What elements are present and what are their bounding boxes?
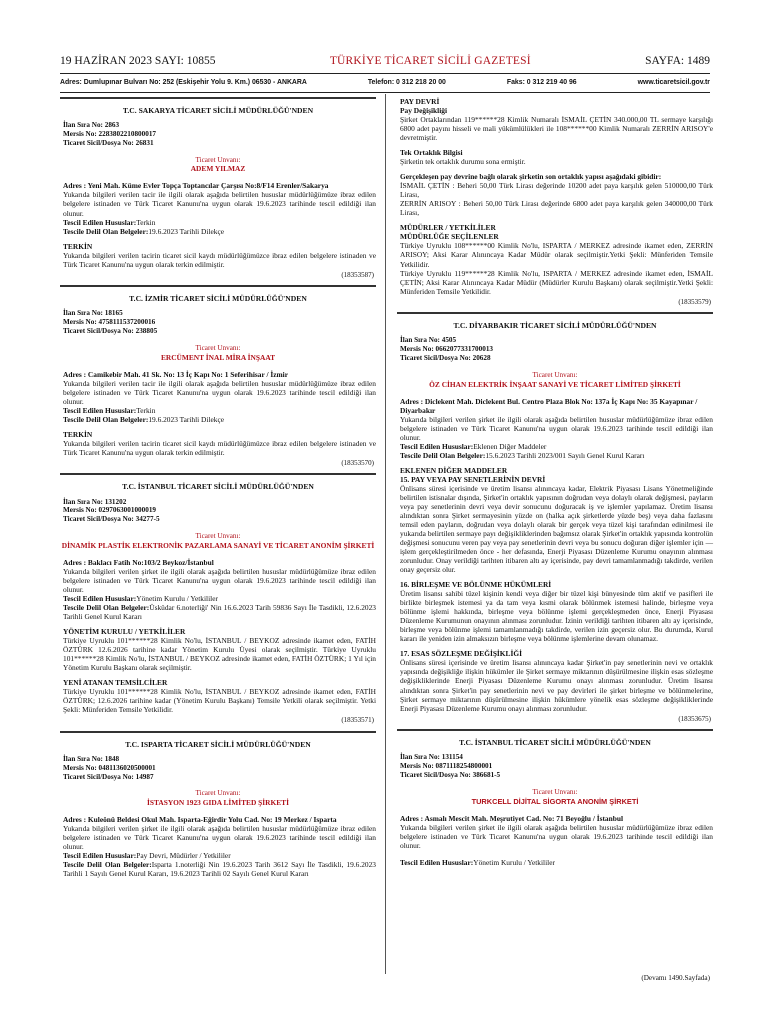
trade-name: ÖZ CİHAN ELEKTRİK İNŞAAT SANAYİ VE TİCARET LİMİTED ŞİRKETİ	[429, 379, 681, 389]
registered-matters	[63, 406, 376, 415]
registered-matters-value: Pay Devri, Müdürler / Yetkililer	[136, 851, 231, 861]
trade-name-label: Ticaret Unvanı:	[195, 789, 241, 798]
section-heading: TERKİN	[63, 241, 93, 251]
section-text: Şirket Ortaklarından 119******28 Kimlik Numaralı İSMAİL ÇETİN 340.000,00 TL sermaye karşılığı 6800 adet payını hisseli ve mali yükümlülükleri ile 108******00 Kimlik Numaralı ZERRİN ARISOY'e devretmiştir.	[400, 115, 713, 143]
evidence-label: Tescile Delil Olan Belgeler:	[63, 860, 152, 870]
registered-matters	[400, 442, 713, 451]
section-heading: Tek Ortaklık Bilgisi	[400, 148, 463, 158]
page-header	[60, 52, 710, 70]
court-title: T.C. DİYARBAKIR TİCARET SİCİLİ MÜDÜRLÜĞÜ'NDEN	[453, 321, 657, 331]
notice-divider	[60, 285, 376, 289]
notice-reference: (18353587)	[341, 270, 374, 279]
company-address: Adres : Kuleönü Beldesi Okul Mah. Isparta-Eğirdir Yolu Cad. No: 19 Merkez / Isparta	[63, 815, 337, 825]
registered-matters	[400, 858, 713, 867]
registry-number: Ticaret Sicil/Dosya No: 14987	[63, 772, 154, 781]
registry-number: Ticaret Sicil/Dosya No: 20628	[400, 353, 491, 362]
gazette-page	[60, 52, 713, 992]
ilan-number: İlan Sıra No: 2863	[63, 121, 120, 130]
registry-number: Ticaret Sicil/Dosya No: 386681-5	[400, 770, 501, 779]
section-subheading: 15. PAY VEYA PAY SENETLERİNİN DEVRİ	[400, 474, 546, 484]
section-heading: YENİ ATANAN TEMSİLCİLER	[63, 678, 168, 688]
registered-matters-label: Tescil Edilen Hususlar:	[400, 441, 474, 451]
notice-text: Yukarıda bilgileri verilen şirket ile ilgili olarak aşağıda belirtilen hususlar müdürlüğümüze ibraz edilen belgelere istinaden ve Türk Ticaret Kanunu'na uygun olarak 19.6.2023 tarihinde tescil edildiği ilan olunur.	[400, 822, 713, 850]
registered-matters-label: Tescil Edilen Hususlar:	[63, 851, 137, 861]
section-heading: YÖNETİM KURULU / YETKİLİLER	[63, 627, 186, 637]
registered-matters-label: Tescil Edilen Hususlar:	[400, 857, 474, 867]
registered-matters-label: Tescil Edilen Hususlar:	[63, 593, 137, 603]
notice-istanbul-dinamik	[60, 473, 376, 724]
gazette-title: TÜRKİYE TİCARET SİCİLİ GAZETESİ	[329, 54, 531, 67]
phone-number: Telefon: 0 312 218 20 00	[367, 79, 446, 86]
trade-name-label: Ticaret Unvanı:	[532, 370, 578, 379]
notice-sakarya	[60, 97, 376, 279]
registered-matters-label: Tescil Edilen Hususlar:	[63, 405, 137, 415]
section-text: Önlisans süresi içerisinde ve üretim lisansı alınıncaya kadar, Elektrik Piyasası Lisans Yönetmeliğinde belirtilen istisnalar dışında, Şirket'in ortaklık yapısının doğrudan veya dolaylı olarak değişmesi, payların veya pay senetlerinin devri veya devir sonucunu doğuracak iş ve işlemler yapılamaz. Üretim lisansı alındıktan sonra Şirket sermayesinin yüzde on (halka açık şirketlerde yüzde beş) veya daha fazlasını temsil eden payların, doğrudan veya dolaylı olarak bir gerçek veya tüzel kişi tarafından edinilmesi ile yukarıda belirtilen sermaye payı değişikliklerinden bağımsız olarak Şirket'in ortaklık yapısında kontrolün değişmesi sonucunu veren pay veya pay senetlerinin devri veya bu sonucu doğuran diğer işlemler için — işlem gerçekleştirilmeden önce - her defasında, Enerji Piyasası Düzenleme Kurumu onayının alınması zorunludur. Onay verildiği tarihten itibaren altı ay içerisinde, pay devri tamamlanmadığı takdirde, verilen onay geçersiz olur.	[400, 483, 713, 575]
ilan-number: İlan Sıra No: 131154	[400, 753, 463, 762]
notice-reference: (18353571)	[341, 716, 374, 725]
evidence-value: Isparta 1.noterliği Nin 19.6.2023 Tarih 3612 Sayı İle Tasdikli, 19.6.2023 Tarihli 1 Sayılı Genel Kurul Kararı, 19.6.2023 Tarihli 02 Sayılı Genel Kurul Kararı	[63, 860, 376, 879]
evidence-value: 19.6.2023 Tarihli Dilekçe	[148, 226, 225, 236]
mersis-number: Mersis No: 2283802210800017	[63, 130, 157, 139]
section-text: Türkiye Uyruklu 119******28 Kimlik No'lu, ISPARTA / MERKEZ adresinde ikamet eden, İSMAİL ÇETİN; Aksi Karar Alınıncaya Kadar Müdür (Müdürler Kurulu Başkanı) olarak seçilmiştir.Yetki Şekli: Münferiden Temsile Yetkilidir.	[400, 268, 713, 296]
notice-reference: (18353579)	[678, 297, 711, 306]
ilan-number: İlan Sıra No: 131202	[63, 497, 127, 506]
evidence-value: 15.6.2023 Tarihli 2023/001 Sayılı Genel Kurul Kararı	[485, 450, 645, 460]
evidence-documents	[400, 451, 713, 460]
section-text: Türkiye Uyruklu 101******28 Kimlik No'lu, İSTANBUL / BEYKOZ adresinde ikamet eden, FATİH ÖZTÜRK 12.6.2026 tarihine kadar Yönetim Kurulu Üyesi olarak seçilmiştir. Türkiye Uyruklu 101******28 Kimlik No'lu, İSTANBUL / BEYKOZ adresinde ikamet eden, FATİH ÖZTÜRK; 1 Yıl için Yönetim Kurulu Başkanı olarak seçilmiştir.	[63, 636, 376, 673]
ilan-number: İlan Sıra No: 1848	[63, 755, 120, 764]
section-heading: PAY DEVRİ	[400, 97, 440, 106]
evidence-label: Tescile Delil Olan Belgeler:	[63, 226, 149, 236]
company-address: Adres : Camikebir Mah. 41 Sk. No: 13 İç Kapı No: 1 Seferihisar / İzmir	[63, 369, 288, 379]
address-bar	[60, 79, 710, 87]
evidence-documents	[63, 603, 376, 621]
continued-on-next-page: (Devamı 1490.Sayfada)	[641, 974, 710, 982]
trade-name-label: Ticaret Unvanı:	[532, 787, 578, 796]
trade-name-label: Ticaret Unvanı:	[195, 532, 241, 541]
trade-name: ERCÜMENT İNAL MİRA İNŞAAT	[160, 352, 276, 362]
section-heading: 16. BİRLEŞME VE BÖLÜNME HÜKÜMLERİ	[400, 580, 552, 590]
registered-matters-value: Eklenen Diğer Maddeler	[473, 441, 547, 451]
registered-matters	[63, 218, 376, 227]
notice-ids	[400, 336, 713, 362]
section-text: Yukarıda bilgileri verilen tacirin ticaret sicil kaydı müdürlüğümüzce ibraz edilen belgelere istinaden ve Türk Ticaret Kanunu'na uygun olarak terkin edilmiştir.	[63, 250, 376, 269]
evidence-value: 19.6.2023 Tarihli Dilekçe	[148, 414, 225, 424]
company-address: Adres : Yeni Mah. Küme Evler Topça Toptancılar Çarşısı No:8/F14 Erenler/Sakarya	[63, 181, 329, 191]
registered-matters-value: Terkin	[136, 405, 156, 415]
registered-matters	[63, 851, 376, 860]
section-subheading: Pay Değişikliği	[400, 106, 448, 116]
section-text: Önlisans süresi içerisinde ve üretim lisansı alınıncaya kadar Şirket'in pay senetlerinin nevi ve ortaklık yapısında değişikliğe ilişkin hükümler ile Şirket sermaye miktarının düşürülmesine ilişkin esas sözleşme değişikliklerinde Enerji Piyasası Düzenleme Kurumu onayı alınması zorunludur. Üretim lisansı alındıktan sonra Şirket'in pay senetlerinin nevi ve pay devirleri ile şirket birleşme ve bölünmelerine, Şirket sermaye miktarının düşürülmesine ilişkin hükümlere yönelik esas sözleşme değişikliklerinde Enerji Piyasası Düzenleme Kurumu onayı alınması zorunludur.	[400, 658, 713, 713]
notice-divider	[60, 473, 376, 477]
evidence-documents	[63, 227, 376, 236]
court-title: T.C. İSTANBUL TİCARET SİCİLİ MÜDÜRLÜĞÜ'NDEN	[122, 482, 314, 492]
evidence-label: Tescile Delil Olan Belgeler:	[63, 414, 149, 424]
trade-name: DİNAMİK PLASTİK ELEKTRONİK PAZARLAMA SANAYİ VE TİCARET ANONİM ŞİRKETİ	[61, 540, 375, 550]
page-number: SAYFA: 1489	[645, 54, 710, 67]
notice-reference: (18353570)	[341, 458, 374, 467]
registry-number: Ticaret Sicil/Dosya No: 34277-5	[63, 515, 160, 524]
mersis-number: Mersis No: 0871118254800001	[400, 762, 493, 771]
notice-text: Yukarıda bilgileri verilen tacir ile ilgili olarak aşağıda belirtilen hususlar müdürlüğümüze ibraz edilen belgelere istinaden ve Türk Ticaret Kanunu'na uygun olarak 19.6.2023 tarihinde tescil edildiği ilan olunur.	[63, 190, 376, 218]
website: www.ticaretsicil.gov.tr	[637, 79, 710, 86]
evidence-label: Tescile Delil Olan Belgeler:	[400, 450, 486, 460]
section-subheading: MÜDÜRLÜĞE SEÇİLENLER	[400, 232, 499, 242]
trade-name-label: Ticaret Unvanı:	[195, 155, 241, 164]
notice-divider	[60, 97, 376, 101]
evidence-label: Tescile Delil Olan Belgeler:	[63, 603, 150, 612]
section-text: Yukarıda bilgileri verilen tacirin ticaret sicil kaydı müdürlüğümüzce ibraz edilen belgelere istinaden ve Türk Ticaret Kanunu'na uygun olarak terkin edilmiştir.	[63, 438, 376, 457]
court-title: T.C. İSTANBUL TİCARET SİCİLİ MÜDÜRLÜĞÜ'NDEN	[459, 738, 651, 748]
notice-text: Yukarıda bilgileri verilen şirket ile ilgili olarak aşağıda belirtilen hususlar müdürlüğümüze ibraz edilen belgelere istinaden ve Türk Ticaret Kanunu'na uygun olarak 19.6.2023 tarihinde tescil edildiği ilan olunur.	[63, 824, 376, 852]
company-address: Adres : Dicle​kent Mah. Diclekent Bul. Centro Plaza Blok No: 137a İç Kapı No: 35 Kayapınar / Diyarbakır	[400, 396, 698, 415]
notice-text: Yukarıda bilgileri verilen şirket ile ilgili olarak aşağıda belirtilen hususlar müdürlüğümüze ibraz edilen belgelere istinaden ve Türk Ticaret Kanunu'na uygun olarak 19.6.2023 tarihinde tescil edildiği ilan olunur.	[63, 566, 376, 594]
trade-name: İSTASYON 1923 GIDA LİMİTED ŞİRKETİ	[147, 798, 289, 808]
notice-divider	[397, 729, 713, 733]
mersis-number: Mersis No: 0662077331700013	[400, 345, 494, 354]
notice-ids	[63, 755, 376, 781]
notice-reference: (18353675)	[678, 714, 711, 723]
notice-isparta-continued	[397, 97, 713, 306]
mersis-number: Mersis No: 0297063001000019	[63, 506, 157, 515]
section-text: Şirketin tek ortaklık durumu sona ermiştir.	[400, 157, 526, 167]
evidence-documents	[63, 860, 376, 878]
fax-number: Faks: 0 312 219 40 96	[506, 79, 577, 86]
evidence-value: Üsküdar 6.noterliği' Nin 16.6.2023 Tarih 59836 Sayı İle Tasdikli, 12.6.2023 Tarihli Genel Kurul Kararı	[63, 603, 376, 622]
notice-divider	[60, 731, 376, 735]
court-title: T.C. İZMİR TİCARET SİCİLİ MÜDÜRLÜĞÜ'NDEN	[129, 294, 307, 304]
section-text: Üretim lisansı sahibi tüzel kişinin kendi veya diğer bir tüzel kişi bünyesinde tüm aktif ve pasifleri ile birlikte birleşmek istemesi ya da tam veya kısmi olarak bölünmek istemesi halinde, birleşme veya bölünme işlemi hakkında, birleşme veya bölünme işlemi gerçekleşmeden önce, Enerji Piyasası Düzenleme Kurumunun onayının alınması zorunludur. İzinin verildiği tarihten itibaren altı ay içerisinde, birleşme veya bölünme işlemi tamamlanmadığı takdirde, verilen izin geçersiz olur. Bu durumda, Kurul kararı ile yeniden izin almaksızın birleşme veya bölünme işlemlerine devam olunamaz.	[400, 589, 713, 644]
section-text: Türkiye Uyruklu 108******00 Kimlik No'lu, ISPARTA / MERKEZ adresinde ikamet eden, ZERRİN ARISOY; Aksi Karar Alınıncaya Kadar Müdür olarak seçilmiştir.Yetki Şekli: Münferiden Temsile Yetkilidir.	[400, 241, 713, 269]
registered-matters	[63, 594, 376, 603]
left-column	[60, 97, 376, 879]
section-heading: MÜDÜRLER / YETKİLİLER	[400, 223, 496, 233]
notice-ids	[400, 753, 713, 779]
registered-matters-value: Yönetim Kurulu / Yetkililer	[473, 857, 555, 867]
registered-matters-value: Terkin	[136, 217, 156, 227]
registered-matters-label: Tescil Edilen Hususlar:	[63, 217, 137, 227]
postal-address: Adres: Dumlupınar Bulvarı No: 252 (Eskişehir Yolu 9. Km.) 06530 - ANKARA	[60, 79, 307, 86]
right-column	[397, 97, 713, 867]
registry-number: Ticaret Sicil/Dosya No: 26831	[63, 138, 154, 147]
section-heading: 17. ESAS SÖZLEŞME DEĞİŞİKLİĞİ	[400, 649, 522, 659]
trade-name-label: Ticaret Unvanı:	[195, 343, 241, 352]
registered-matters-value: Yönetim Kurulu / Yetkililer	[136, 593, 218, 603]
section-heading: Gerçekleşen pay devrine bağlı olarak şirketin son ortaklık yapısı aşağıdaki gibidir:	[400, 172, 662, 182]
section-heading: EKLENEN DİĞER MADDELER	[400, 465, 508, 475]
court-title: T.C. SAKARYA TİCARET SİCİLİ MÜDÜRLÜĞÜ'NDEN	[122, 106, 314, 115]
notice-ids	[63, 309, 376, 335]
notice-text: Yukarıda bilgileri verilen şirket ile ilgili olarak aşağıda belirtilen hususlar müdürlüğümüze ibraz edilen belgelere istinaden ve Türk Ticaret Kanunu'na uygun olarak 19.6.2023 tarihinde tescil edildiği ilan olunur.	[400, 414, 713, 442]
notice-istanbul-turkcell	[397, 729, 713, 867]
column-divider	[385, 94, 386, 974]
mersis-number: Mersis No: 4758111537200016	[63, 318, 156, 327]
ilan-number: İlan Sıra No: 4505	[400, 336, 457, 345]
notice-divider	[397, 312, 713, 316]
issue-date: 19 HAZİRAN 2023 SAYI: 10855	[60, 54, 216, 67]
registry-number: Ticaret Sicil/Dosya No: 238805	[63, 327, 158, 336]
trade-name: TURKCELL DİJİTAL SİGORTA ANONİM ŞİRKETİ	[471, 796, 639, 806]
section-heading: TERKİN	[63, 429, 93, 439]
section-text: İSMAİL ÇETİN : Beheri 50,00 Türk Lirası değerinde 10200 adet paya karşılık gelen 510000,00 Türk Lirası,	[400, 181, 713, 200]
notice-diyarbakir	[397, 312, 713, 723]
section-text: Türkiye Uyruklu 101******28 Kimlik No'lu, İSTANBUL / BEYKOZ adresinde ikamet eden, FATİH ÖZTÜRK; 12.6.2026 tarihine kadar (Yönetim Kurulu Başkanı) Temsile Yetkili olarak seçilmiştir. Yetki Şekli: Münferiden Temsile Yetkilidir.	[63, 687, 376, 715]
court-title: T.C. ISPARTA TİCARET SİCİLİ MÜDÜRLÜĞÜ'NDEN	[125, 739, 311, 749]
company-address: Adres : Asmalı Mescit Mah. Meşrutiyet Cad. No: 71 Beyoğlu / İstanbul	[400, 813, 624, 823]
company-address: Adres : Baklacı Fatih No:103/2 Beykoz/İstanbul	[63, 557, 214, 567]
notice-text: Yukarıda bilgileri verilen tacir ile ilgili olarak aşağıda belirtilen hususlar müdürlüğümüze ibraz edilen belgelere istinaden ve Türk Ticaret Kanunu'na uygun olarak 19.6.2023 tarihinde tescil edildiği ilan olunur.	[63, 378, 376, 406]
mersis-number: Mersis No: 0481136020500001	[63, 763, 156, 772]
address-rule	[60, 92, 710, 93]
notice-isparta	[60, 731, 376, 879]
notice-izmir	[60, 285, 376, 467]
ilan-number: İlan Sıra No: 18165	[63, 309, 123, 318]
header-rule	[60, 73, 710, 74]
evidence-documents	[63, 415, 376, 424]
notice-ids	[63, 498, 376, 524]
notice-ids	[63, 121, 376, 147]
trade-name: ADEM YILMAZ	[190, 164, 246, 174]
section-text: ZERRİN ARISOY : Beheri 50,00 Türk Lirası değerinde 6800 adet paya karşılık gelen 340000,00 Türk Lirası,	[400, 199, 713, 218]
